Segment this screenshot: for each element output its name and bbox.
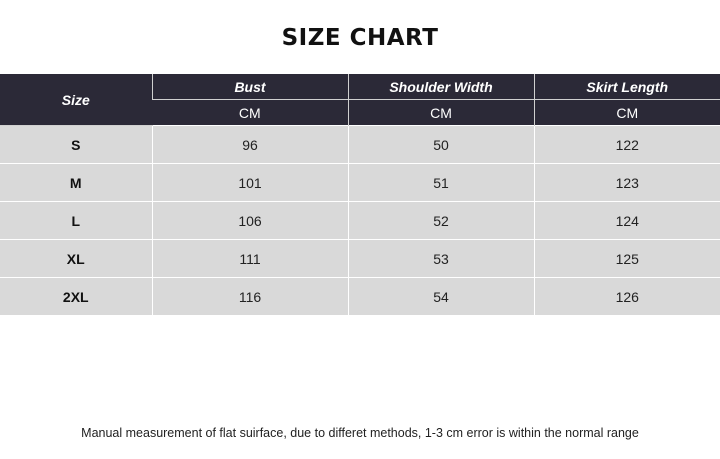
column-header-shoulder-width: Shoulder Width	[348, 74, 534, 100]
shoulder-width-cell: 52	[348, 202, 534, 240]
bust-cell: 96	[152, 126, 348, 164]
shoulder-width-cell: 54	[348, 278, 534, 316]
bust-cell: 116	[152, 278, 348, 316]
size-cell: L	[0, 202, 152, 240]
skirt-length-cell: 125	[534, 240, 720, 278]
table-row	[0, 240, 720, 278]
size-cell: S	[0, 126, 152, 164]
unit-label: CM	[534, 100, 720, 126]
size-cell: M	[0, 164, 152, 202]
measurement-note: Manual measurement of flat suirface, due to differet methods, 1-3 cm error is within the normal range	[81, 426, 639, 440]
skirt-length-cell: 122	[534, 126, 720, 164]
table-row	[0, 126, 720, 164]
column-header-skirt-length: Skirt Length	[534, 74, 720, 100]
size-chart-table	[0, 74, 720, 315]
bust-cell: 106	[152, 202, 348, 240]
skirt-length-cell: 124	[534, 202, 720, 240]
size-cell: XL	[0, 240, 152, 278]
table-row	[0, 202, 720, 240]
skirt-length-cell: 123	[534, 164, 720, 202]
column-header-bust: Bust	[152, 74, 348, 100]
shoulder-width-cell: 51	[348, 164, 534, 202]
table-row	[0, 164, 720, 202]
column-header-size: Size	[0, 74, 152, 126]
shoulder-width-cell: 50	[348, 126, 534, 164]
skirt-length-cell: 126	[534, 278, 720, 316]
size-cell: 2XL	[0, 278, 152, 316]
bust-cell: 101	[152, 164, 348, 202]
unit-label: CM	[348, 100, 534, 126]
table-row	[0, 278, 720, 316]
table-header-row	[0, 74, 720, 100]
bust-cell: 111	[152, 240, 348, 278]
unit-label: CM	[152, 100, 348, 126]
page-title: SIZE CHART	[281, 25, 439, 51]
shoulder-width-cell: 53	[348, 240, 534, 278]
